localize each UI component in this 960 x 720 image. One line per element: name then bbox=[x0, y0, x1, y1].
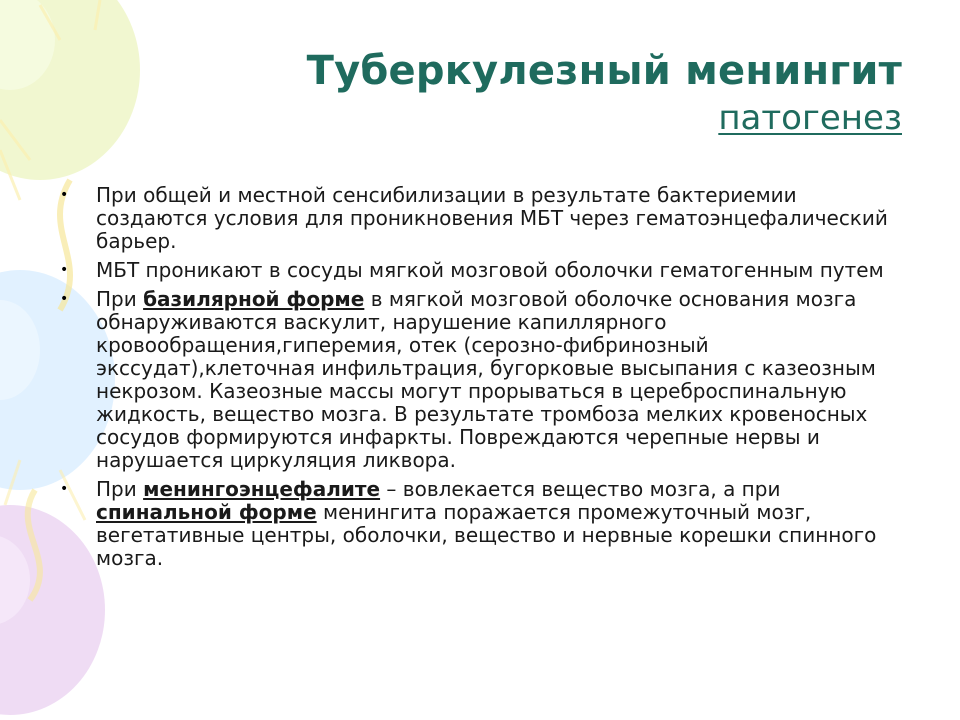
bullet-marker: • bbox=[60, 481, 69, 497]
bullet-item bbox=[60, 288, 900, 472]
bullet-text-pre: При bbox=[96, 287, 144, 311]
slide-subtitle: патогенез bbox=[718, 98, 902, 138]
bullet-item bbox=[60, 478, 900, 570]
meningoencephalitis-term: менингоэнцефалите bbox=[143, 477, 381, 501]
bullet-text-pre: При bbox=[96, 477, 144, 501]
bullet-list bbox=[60, 184, 900, 576]
bullet-text-mid: – вовлекается вещество мозга, а при bbox=[380, 477, 781, 501]
bullet-item bbox=[60, 184, 900, 253]
bullet-marker: • bbox=[60, 262, 69, 278]
bullet-marker: • bbox=[60, 187, 69, 203]
basilar-form-term: базилярной форме bbox=[143, 287, 365, 311]
slide-title-block bbox=[307, 46, 902, 140]
bullet-text-post: менингита поражается промежуточный мозг, вегетативные центры, оболочки, вещество и нервные корешки спинного мозга. bbox=[96, 500, 877, 570]
bullet-marker: • bbox=[60, 291, 69, 307]
bullet-text-post: в мягкой мозговой оболочке основания мозга обнаруживаются васкулит, нарушение капиллярного кровообращения,гиперемия, отек (серозно-фибринозный экссудат),клеточная инфильтрация, бугорковые высыпания с казеозным некрозом. Казеозные массы могут прорываться в цереброспинальную жидкость, вещество мозга. В результате тромбоза мелких кровеносных сосудов формируются инфаркты. Повреждаются черепные нервы и нарушается циркуляция ликвора. bbox=[96, 287, 876, 472]
spinal-form-term: спинальной форме bbox=[96, 500, 317, 524]
bullet-item bbox=[60, 259, 900, 282]
slide-title: Туберкулезный менингит bbox=[306, 48, 902, 94]
bullet-text: МБТ проникают в сосуды мягкой мозговой оболочки гематогенным путем bbox=[96, 258, 884, 282]
bullet-text: При общей и местной сенсибилизации в результате бактериемии создаются условия для проникновения МБТ через гематоэнцефалический барьер. bbox=[96, 183, 888, 253]
